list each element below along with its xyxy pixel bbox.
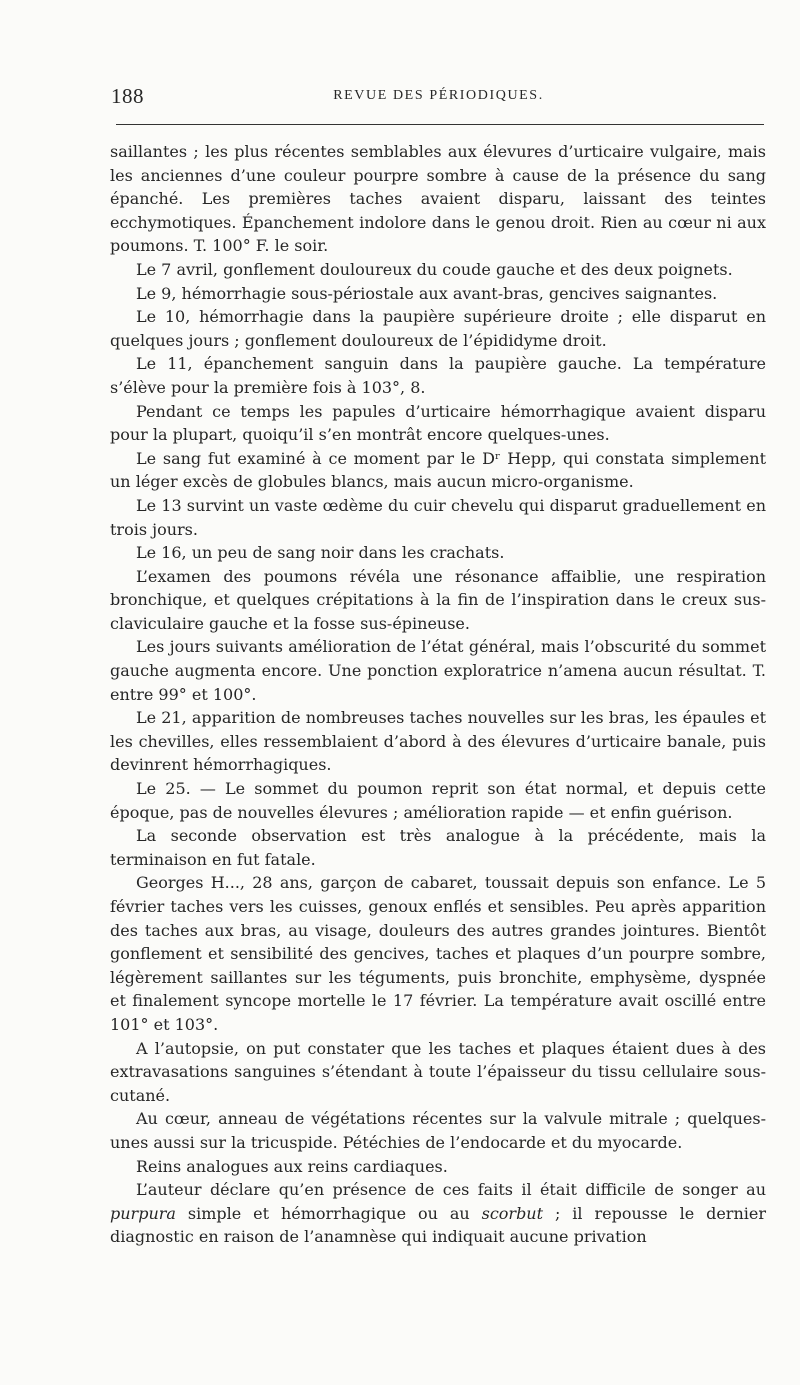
paragraph: Le 16, un peu de sang noir dans les crachats. bbox=[136, 543, 505, 563]
paragraph-last bbox=[110, 1178, 766, 1249]
body-text bbox=[110, 140, 766, 1249]
paragraph: Le 9, hémorrhagie sous-périostale aux avant-bras, gencives saignantes. bbox=[136, 283, 718, 303]
text-segment: L’auteur déclare qu’en présence de ces faits il était difficile de songer au bbox=[136, 1180, 766, 1200]
page-header bbox=[111, 84, 766, 108]
paragraph: Le 11, épanchement sanguin dans la paupière gauche. La température s’élève pour la première fois à 103°, 8. bbox=[110, 354, 766, 397]
paragraph: Le sang fut examiné à ce moment par le Dʳ Hepp, qui constata simplement un léger excès de globules blancs, mais aucun micro-organisme. bbox=[110, 448, 766, 492]
paragraph: Le 7 avril, gonflement douloureux du coude gauche et des deux poignets. bbox=[136, 259, 733, 279]
paragraph: Au cœur, anneau de végétations récentes sur la valvule mitrale ; quelques-unes aussi sur la tricuspide. Pétéchies de l’endocarde et du myocarde. bbox=[110, 1109, 766, 1152]
paragraph: L’examen des poumons révéla une résonance affaiblie, une respiration bronchique, et quelques crépitations à la fin de l’inspiration dans le creux sus-claviculaire gauche et la fosse sus-épineuse. bbox=[110, 566, 766, 633]
paragraph: Le 21, apparition de nombreuses taches nouvelles sur les bras, les épaules et les chevilles, elles ressemblaient d’abord à des élevures d’urticaire banale, puis devinrent hémorrhagiques. bbox=[110, 708, 766, 775]
paragraph: Le 13 survint un vaste œdème du cuir chevelu qui disparut graduellement en trois jours. bbox=[110, 495, 766, 539]
paragraph: Les jours suivants amélioration de l’état général, mais l’obscurité du sommet gauche augmenta encore. Une ponction exploratrice n’amena aucun résultat. T. entre 99° et 100°. bbox=[110, 637, 766, 704]
paragraph: A l’autopsie, on put constater que les taches et plaques étaient dues à des extravasations sanguines s’étendant à toute l’épaisseur du tissu cellulaire sous-cutané. bbox=[110, 1038, 766, 1105]
paragraph: Reins analogues aux reins cardiaques. bbox=[136, 1156, 448, 1176]
paragraph: Georges H..., 28 ans, garçon de cabaret, toussait depuis son enfance. Le 5 février taches vers les cuisses, genoux enflés et sensibles. Peu après apparition des taches aux bras, au visage, douleurs des autres grandes jointures. Bientôt gonflement et sensibilité des gencives, taches et plaques d’un pourpre sombre, légèrement saillantes sur les téguments, puis bronchite, emphysème, dyspnée et finalement syncope mortelle le 17 février. La température avait oscillé entre 101° et 103°. bbox=[110, 873, 766, 1034]
running-head: REVUE DES PÉRIODIQUES. bbox=[333, 88, 544, 103]
italic-term-scorbut: scorbut bbox=[481, 1203, 544, 1223]
paragraph: Le 25. — Le sommet du poumon reprit son état normal, et depuis cette époque, pas de nouvelles élevures ; amélioration rapide — et enfin guérison. bbox=[110, 779, 766, 822]
paragraph: Pendant ce temps les papules d’urticaire hémorrhagique avaient disparu pour la plupart, quoiqu’il s’en montrât encore quelques-unes. bbox=[110, 401, 766, 445]
paragraph: La seconde observation est très analogue à la précédente, mais la terminaison en fut fatale. bbox=[110, 826, 766, 869]
page-number: 188 bbox=[111, 84, 144, 108]
text-segment: simple et hémorrhagique ou au bbox=[175, 1203, 482, 1223]
header-rule bbox=[116, 124, 764, 125]
paragraph: saillantes ; les plus récentes semblables aux élevures d’urticaire vulgaire, mais les anciennes d’une couleur pourpre sombre à cause de la présence du sang épanché. Les premières taches avaient disparu, laissant des teintes ecchymotiques. Épanchement indolore dans le genou droit. Rien au cœur ni aux poumons. T. 100° F. le soir. bbox=[110, 142, 766, 256]
text-segment: ; il repousse le dernier diagnostic en raison de l’anamnèse qui indiquait aucune privation bbox=[110, 1203, 766, 1247]
italic-term-purpura: purpura bbox=[110, 1203, 176, 1223]
paragraph: Le 10, hémorrhagie dans la paupière supérieure droite ; elle disparut en quelques jours ; gonflement douloureux de l’épididyme droit. bbox=[110, 307, 766, 350]
